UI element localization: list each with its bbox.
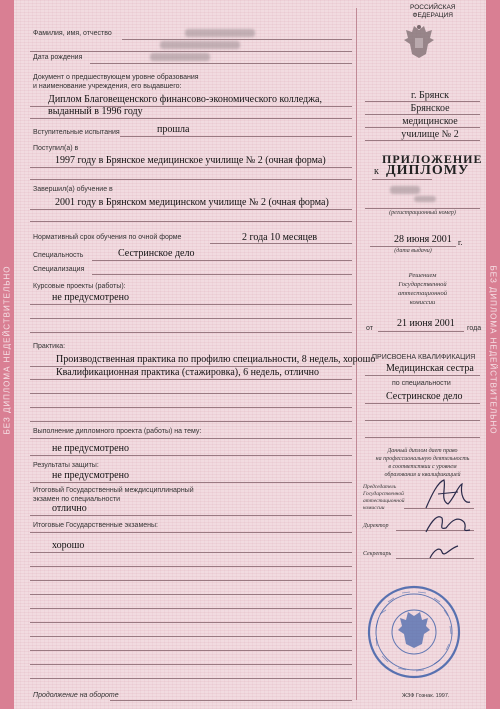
thesis-label: Выполнение дипломного проекта (работы) на тему: <box>33 428 202 435</box>
enrolled-line-2 <box>30 179 352 180</box>
school-name-2: медицинское <box>402 116 458 127</box>
country-line-1: РОССИЙСКАЯ <box>410 4 456 11</box>
decision-line-2: Государственной <box>398 281 447 288</box>
enrolled-label: Поступил(а) в <box>33 145 79 152</box>
practice-value-1: Производственная практика по профилю специальности, 8 недель, хорошо <box>56 354 376 365</box>
final-exam-line-2 <box>30 552 352 553</box>
chair-line-3: аттестационной <box>363 498 405 504</box>
specialty-label: Специальность <box>33 252 84 259</box>
director-label: Директор <box>363 523 389 529</box>
final-exam-label: Итоговые Государственные экзамены: <box>33 522 158 529</box>
issue-date-line <box>370 246 456 247</box>
decision-year-label: года <box>467 325 482 332</box>
diploma-title: ДИПЛОМУ <box>386 163 470 178</box>
left-side-caption: БЕЗ ДИПЛОМА НЕДЕЙСТВИТЕЛЬНО <box>2 265 12 435</box>
finished-line-2 <box>30 221 352 222</box>
thesis-line-2 <box>30 455 352 456</box>
specialty-right-line <box>365 403 480 404</box>
entrance-line <box>120 136 352 137</box>
school-name-1: Брянское <box>410 103 450 114</box>
secretary-label: Секретарь <box>363 551 392 557</box>
specialization-line <box>92 274 352 275</box>
prev-edu-value-2: выданный в 1996 году <box>48 106 143 117</box>
finished-value: 2001 году в Брянском медицинском училище № 2 (очная форма) <box>55 197 329 208</box>
final-exam-value: хорошо <box>52 540 85 551</box>
form-code: ЖЗФ Гознак. 1997. <box>402 693 450 699</box>
thesis-line-1 <box>30 438 352 439</box>
finished-line <box>30 209 352 210</box>
school-line-1 <box>365 114 480 115</box>
name-line <box>30 51 352 52</box>
decision-line-4: комиссии <box>409 299 436 306</box>
final-exam-line-1 <box>30 532 352 533</box>
birthdate-redacted <box>150 53 210 61</box>
birthdate-label: Дата рождения <box>33 54 83 61</box>
series-redacted <box>390 186 420 194</box>
final-exam-line-6 <box>30 608 352 609</box>
final-exam-line-4 <box>30 580 352 581</box>
city: г. Брянск <box>411 90 449 101</box>
defense-value: не предусмотрено <box>52 470 129 481</box>
specialty-right-line-3 <box>365 437 480 438</box>
interdisc-label-1: Итоговый Государственный междисциплинарный <box>33 487 194 494</box>
final-exam-line-10 <box>30 664 352 665</box>
surname-label: Фамилия, имя, отчество <box>33 30 112 37</box>
decision-date: 21 июня 2001 <box>397 318 455 329</box>
thesis-value: не предусмотрено <box>52 443 129 454</box>
final-exam-line-9 <box>30 650 352 651</box>
chair-line-4: комиссии <box>363 505 385 511</box>
entrance-label: Вступительные испытания <box>33 129 120 136</box>
prev-edu-line-2 <box>30 118 352 119</box>
prev-edu-label-1: Документ о предшествующем уровне образования <box>33 74 199 81</box>
final-exam-line-7 <box>30 622 352 623</box>
chair-line-2: Государственной <box>363 491 404 497</box>
practice-line-3 <box>30 393 352 394</box>
city-line <box>365 101 480 102</box>
by-specialty-label: по специальности <box>392 380 451 387</box>
secretary-signature <box>424 540 464 564</box>
country-heading <box>410 4 456 20</box>
decision-date-line <box>378 331 464 332</box>
course-line-2 <box>30 318 352 319</box>
school-line-3 <box>365 140 480 141</box>
diploma-number-line <box>372 179 432 180</box>
chair-signature <box>418 474 478 514</box>
enrolled-line <box>30 167 352 168</box>
continued-line <box>110 700 352 701</box>
interdisc-label-2: экзамен по специальности <box>33 496 121 503</box>
interdisc-line <box>30 515 352 516</box>
specialty-value: Сестринское дело <box>118 248 195 259</box>
final-exam-line-8 <box>30 636 352 637</box>
decision-from-label: от <box>366 325 373 332</box>
entrance-value: прошла <box>157 124 190 135</box>
name-redacted <box>160 41 240 49</box>
term-line <box>210 243 352 244</box>
rights-line-2: на профессиональную деятельность <box>375 456 470 462</box>
finished-label: Завершил(а) обучение в <box>33 186 113 193</box>
defense-line <box>30 482 352 483</box>
decision-line-3: аттестационной <box>397 290 448 297</box>
qualification-label: ПРИСВОЕНА КВАЛИФИКАЦИЯ <box>372 354 476 361</box>
term-value: 2 года 10 месяцев <box>242 232 318 243</box>
prev-edu-label-2: и наименование учреждения, его выдавшего: <box>33 83 182 90</box>
school-name-3: училище № 2 <box>401 129 459 140</box>
term-label: Нормативный срок обучения по очной форме <box>33 234 182 241</box>
rights-line-4: образования и квалификацией <box>384 472 461 478</box>
decision-line-1: Решением <box>408 272 437 279</box>
final-exam-line-11 <box>30 678 352 679</box>
chair-line-1: Председатель <box>363 484 397 490</box>
director-signature <box>420 510 476 538</box>
final-exam-line-5 <box>30 594 352 595</box>
specialty-right-line-2 <box>365 420 480 421</box>
specialty-line <box>92 260 352 261</box>
issue-year-suffix: г. <box>458 238 463 247</box>
qualification-line <box>365 375 480 376</box>
surname-redacted <box>185 29 255 37</box>
rights-line-1: Данный диплом дает право <box>387 448 458 454</box>
course-line-3 <box>30 332 352 333</box>
practice-line-2 <box>30 379 352 380</box>
school-line-2 <box>365 127 480 128</box>
prev-edu-value-1: Диплом Благовещенского финансово-экономического колледжа, <box>48 94 322 105</box>
issue-date: 28 июня 2001 <box>394 234 452 245</box>
practice-value-2: Квалификационная практика (стажировка), 6 недель, отлично <box>56 367 320 378</box>
rights-line-3: в соответствии с уровнем <box>388 464 457 470</box>
school-round-stamp <box>366 584 462 680</box>
country-line-2: ФЕДЕРАЦИЯ <box>412 12 453 19</box>
continued-label: Продолжение на обороте <box>33 692 119 699</box>
surname-line <box>122 39 352 40</box>
qualification-value: Медицинская сестра <box>386 363 474 374</box>
issue-date-label: (дата выдачи) <box>394 248 432 254</box>
practice-line-4 <box>30 407 352 408</box>
course-label: Курсовые проекты (работы): <box>33 283 126 290</box>
practice-label: Практика: <box>33 343 66 350</box>
specialization-label: Специализация <box>33 266 85 273</box>
practice-line-5 <box>30 421 352 422</box>
enrolled-value: 1997 году в Брянское медицинское училище № 2 (очная форма) <box>55 155 326 166</box>
right-side-caption: БЕЗ ДИПЛОМА НЕДЕЙСТВИТЕЛЬНО <box>488 265 498 435</box>
double-headed-eagle-emblem <box>402 24 436 60</box>
final-exam-line-3 <box>30 566 352 567</box>
course-value: не предусмотрено <box>52 292 129 303</box>
appendix-title: ПРИЛОЖЕНИЕ <box>382 152 483 166</box>
reg-number-redacted <box>414 196 436 202</box>
course-line-1 <box>30 304 352 305</box>
reg-number-line <box>365 208 480 209</box>
birthdate-line <box>90 63 352 64</box>
reg-number-label: (регистрационный номер) <box>389 210 456 216</box>
specialty-right-value: Сестринское дело <box>386 391 463 402</box>
diploma-prefix: к <box>374 166 380 177</box>
defense-label: Результаты защиты: <box>33 462 99 469</box>
interdisc-value: отлично <box>52 503 87 514</box>
